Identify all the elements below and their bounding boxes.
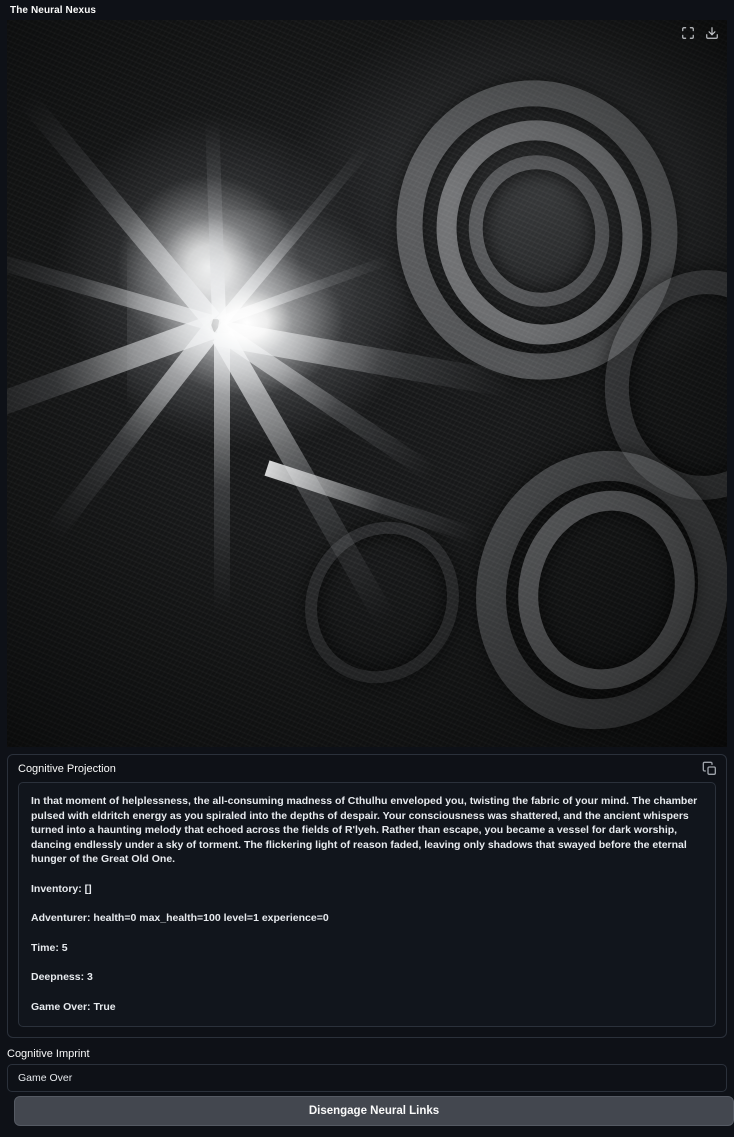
time-line: Time: 5 [31, 941, 68, 954]
copy-icon[interactable] [702, 761, 718, 777]
shard-shape [205, 119, 226, 319]
cognitive-imprint-label: Cognitive Imprint [7, 1048, 90, 1060]
shard-shape [214, 333, 230, 613]
main-content [0, 20, 734, 1137]
inventory-line: Inventory: [] [31, 882, 92, 895]
generated-image [7, 20, 727, 747]
cognitive-projection-panel [7, 754, 727, 1038]
narrative-text: In that moment of helplessness, the all-consuming madness of Cthulhu enveloped you, twisting the fabric of your mind. The chamber pulsed with eldritch energy as you spiraled into the depths of despair. Your consciousness was shattered, and the ancient whispers turned into a haunting melody that echoed across the fields of R'lyeh. Rather than escape, you became a vessel for dark worship, dancing endlessly under a sky of torment. The flickering light of reason faded, leaving only shadows that swayed before the eternal hunger of the Great Old One. [31, 795, 698, 865]
title-bar [0, 0, 734, 20]
game-over-line: Game Over: True [31, 1000, 116, 1013]
projection-output [18, 782, 716, 1027]
fullscreen-icon[interactable] [681, 26, 695, 40]
app-title: The Neural Nexus [10, 4, 97, 16]
deepness-line: Deepness: 3 [31, 971, 93, 983]
footer [7, 1096, 727, 1137]
image-toolbar [681, 26, 719, 40]
cognitive-projection-label: Cognitive Projection [18, 763, 116, 775]
adventurer-line: Adventurer: health=0 max_health=100 level=1 experience=0 [31, 912, 329, 924]
download-icon[interactable] [705, 26, 719, 40]
cognitive-imprint-value: Game Over [7, 1064, 727, 1092]
disengage-neural-links-button[interactable]: Disengage Neural Links [14, 1096, 734, 1126]
image-canvas [7, 20, 727, 747]
